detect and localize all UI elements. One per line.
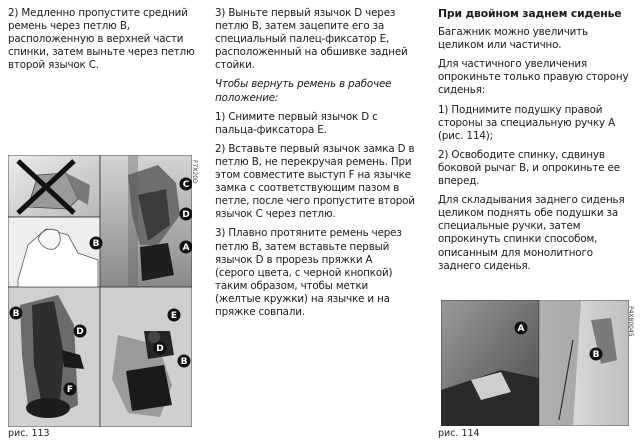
- paragraph-step-3: 3) Выньте первый язычок D через петлю B, затем зацепите его за специальный палец-фиксатор E, расположенный на обшивке задней стойки.: [215, 7, 408, 72]
- svg-text:E: E: [170, 311, 178, 321]
- column-right: [438, 7, 634, 279]
- svg-text:D: D: [156, 344, 164, 354]
- figure-113-label-f: [64, 383, 77, 396]
- paragraph-partial-fold: Для частичного увеличения опрокиньте только правую сторону сиденья:: [438, 58, 629, 97]
- svg-text:B: B: [92, 239, 100, 249]
- paragraph-full-fold: Для складывания заднего сиденья целиком поднять обе подушки за специальные ручки, затем опрокинуть спинки способом, описанным для монолитного заднего сиденья.: [438, 194, 625, 272]
- figure-114-caption: рис. 114: [438, 428, 480, 439]
- paragraph-restore-step-2: 2) Вставьте первый язычок замка D в петлю B, не перекручая ремень. При этом совместите выступ F на язычке замка с соответствующим пазом в петле, после чего пропустите второй язычок C через петлю.: [215, 142, 415, 221]
- svg-text:B: B: [12, 309, 20, 319]
- column-left: [8, 7, 200, 78]
- paragraph-restore-step-1: 1) Снимите первый язычок D с пальца-фиксатора E.: [215, 110, 378, 136]
- paragraph-fold-step-1: 1) Поднимите подушку правой стороны за специальную ручку A (рис. 114);: [438, 103, 615, 142]
- figure-113-label-d: [180, 208, 193, 221]
- svg-text:A: A: [517, 324, 525, 334]
- figure-113-label-b3: [178, 355, 191, 368]
- figure-113-label-d2: [74, 325, 87, 338]
- svg-text:B: B: [180, 357, 188, 367]
- paragraph-trunk-intro: Багажник можно увеличить целиком или частично.: [438, 26, 588, 52]
- figure-113-caption: рис. 113: [8, 428, 50, 439]
- figure-114-label-b: [590, 348, 603, 361]
- figure-113-label-d3: [154, 342, 167, 355]
- paragraph-fold-step-2: 2) Освободите спинку, сдвинув боковой рычаг B, и опрокиньте ее вперед.: [438, 148, 620, 188]
- figure-114-code: P4X80045: [627, 306, 634, 337]
- paragraph-restore-step-3: 3) Плавно протяните ремень через петлю B, затем вставьте первый язычок D в прорезь пряжки A (серого цвета, с черной кнопкой) таким образом, чтобы метки (желтые кружки) на язычке и на пряжке совпали.: [215, 227, 402, 318]
- figure-113-label-a: [180, 241, 193, 254]
- figure-113-label-b: [90, 237, 103, 250]
- svg-text:A: A: [182, 243, 190, 253]
- svg-text:C: C: [182, 180, 190, 190]
- figure-113-illustration: [8, 155, 192, 427]
- figure-113-label-b2: [10, 307, 23, 320]
- paragraph-step-2: 2) Медленно пропустите средний ремень через петлю B, расположенную в верхней части спинки, затем выньте через петлю второй язычок C.: [8, 7, 195, 72]
- figure-113-label-e: [168, 309, 181, 322]
- svg-text:D: D: [182, 210, 190, 220]
- figure-114-illustration: [441, 300, 629, 426]
- paragraph-restore-heading: Чтобы вернуть ремень в рабочее положение:: [215, 78, 392, 104]
- svg-text:D: D: [76, 327, 84, 337]
- svg-text:B: B: [592, 350, 600, 360]
- figure-113-code: F7X20D: [191, 160, 198, 184]
- section-heading: При двойном заднем сиденье: [438, 7, 622, 20]
- figure-114-label-a: [515, 322, 528, 335]
- column-middle: [215, 7, 415, 325]
- svg-text:F: F: [66, 385, 74, 395]
